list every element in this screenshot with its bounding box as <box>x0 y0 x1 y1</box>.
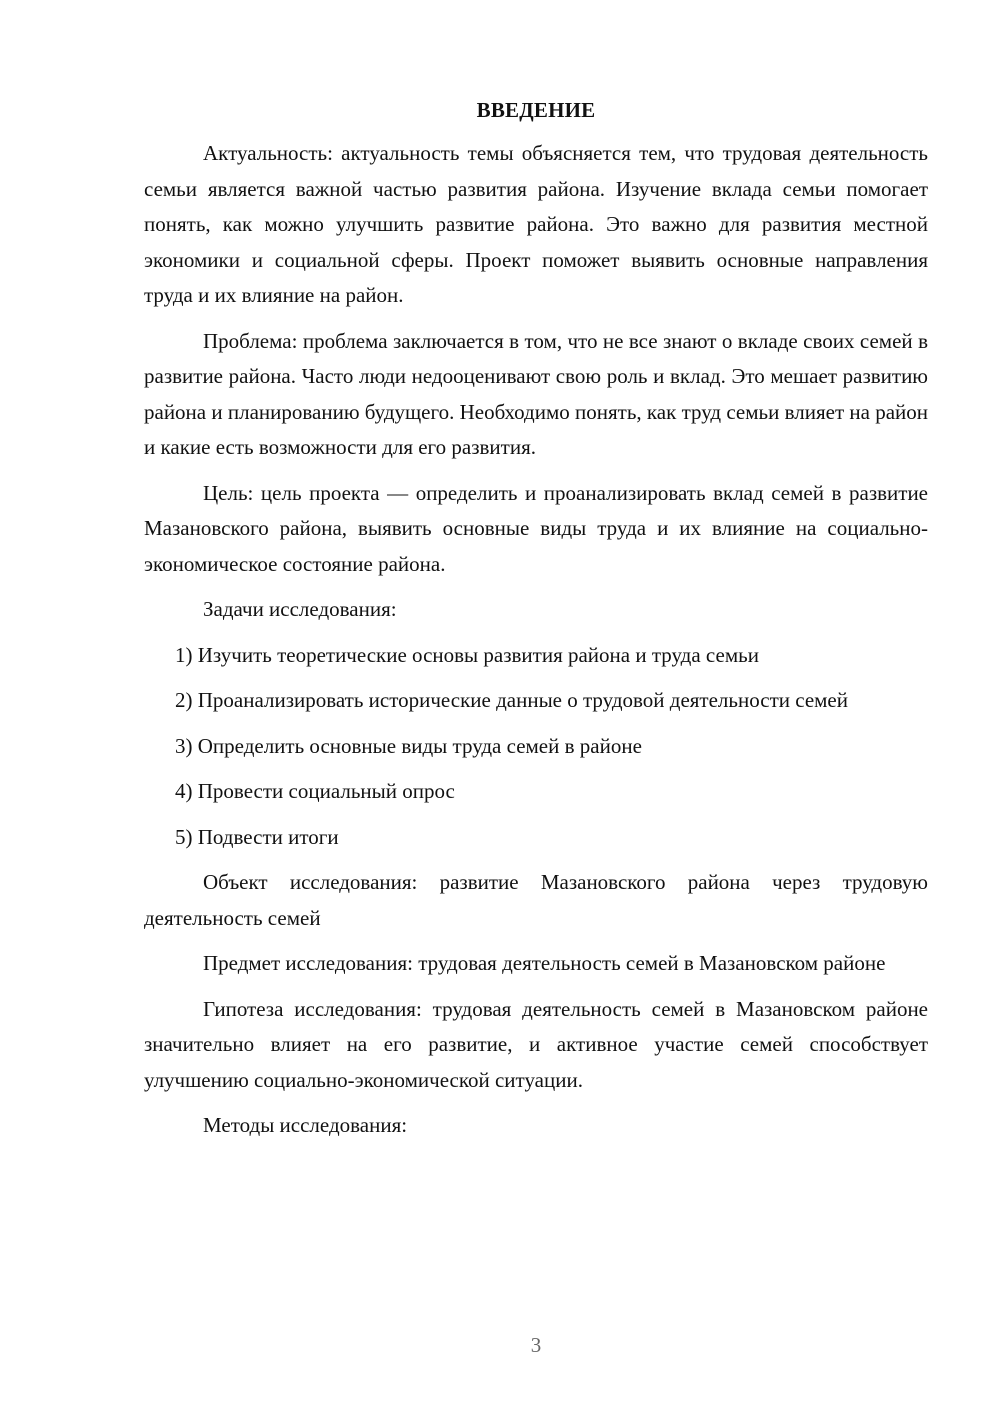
object-paragraph: Объект исследования: развитие Мазановского района через трудовую деятельность семей <box>144 870 928 930</box>
section-heading: ВВЕДЕНИЕ <box>476 98 596 122</box>
goal-paragraph: Цель: цель проекта — определить и проанализировать вклад семей в развитие Мазановского района, выявить основные виды труда и их влияние на социально-экономическое состояние района. <box>144 480 928 576</box>
task-item-2: 2) Проанализировать исторические данные о трудовой деятельности семей <box>175 688 848 712</box>
page-number: 3 <box>530 1333 542 1357</box>
problem-paragraph: Проблема: проблема заключается в том, что не все знают о вкладе своих семей в развитие района. Часто люди недооценивают свою роль и вклад. Это мешает развитию района и планированию будущего. Необходимо понять, как труд семьи влияет на район и какие есть возможности для его развития. <box>144 328 928 459</box>
tasks-title: Задачи исследования: <box>203 597 397 621</box>
task-item-4: 4) Провести социальный опрос <box>175 779 455 803</box>
task-item-3: 3) Определить основные виды труда семей в районе <box>175 733 642 758</box>
task-item-5: 5) Подвести итоги <box>175 824 339 849</box>
document-body <box>144 93 928 1154</box>
hypothesis-paragraph: Гипотеза исследования: трудовая деятельность семей в Мазановском районе значительно влияет на его развитие, и активное участие семей способствует улучшению социально-экономической ситуации. <box>144 996 928 1092</box>
methods-title: Методы исследования: <box>203 1113 408 1137</box>
task-item-1: 1) Изучить теоретические основы развития района и труда семьи <box>175 642 759 667</box>
relevance-paragraph: Актуальность: актуальность темы объясняется тем, что трудовая деятельность семьи является важной частью развития района. Изучение вклада семьи помогает понять, как можно улучшить развитие района. Это важно для развития местной экономики и социальной сферы. Проект поможет выявить основные направления труда и их влияние на район. <box>144 141 928 307</box>
subject-paragraph: Предмет исследования: трудовая деятельность семей в Мазановском районе <box>203 951 886 975</box>
